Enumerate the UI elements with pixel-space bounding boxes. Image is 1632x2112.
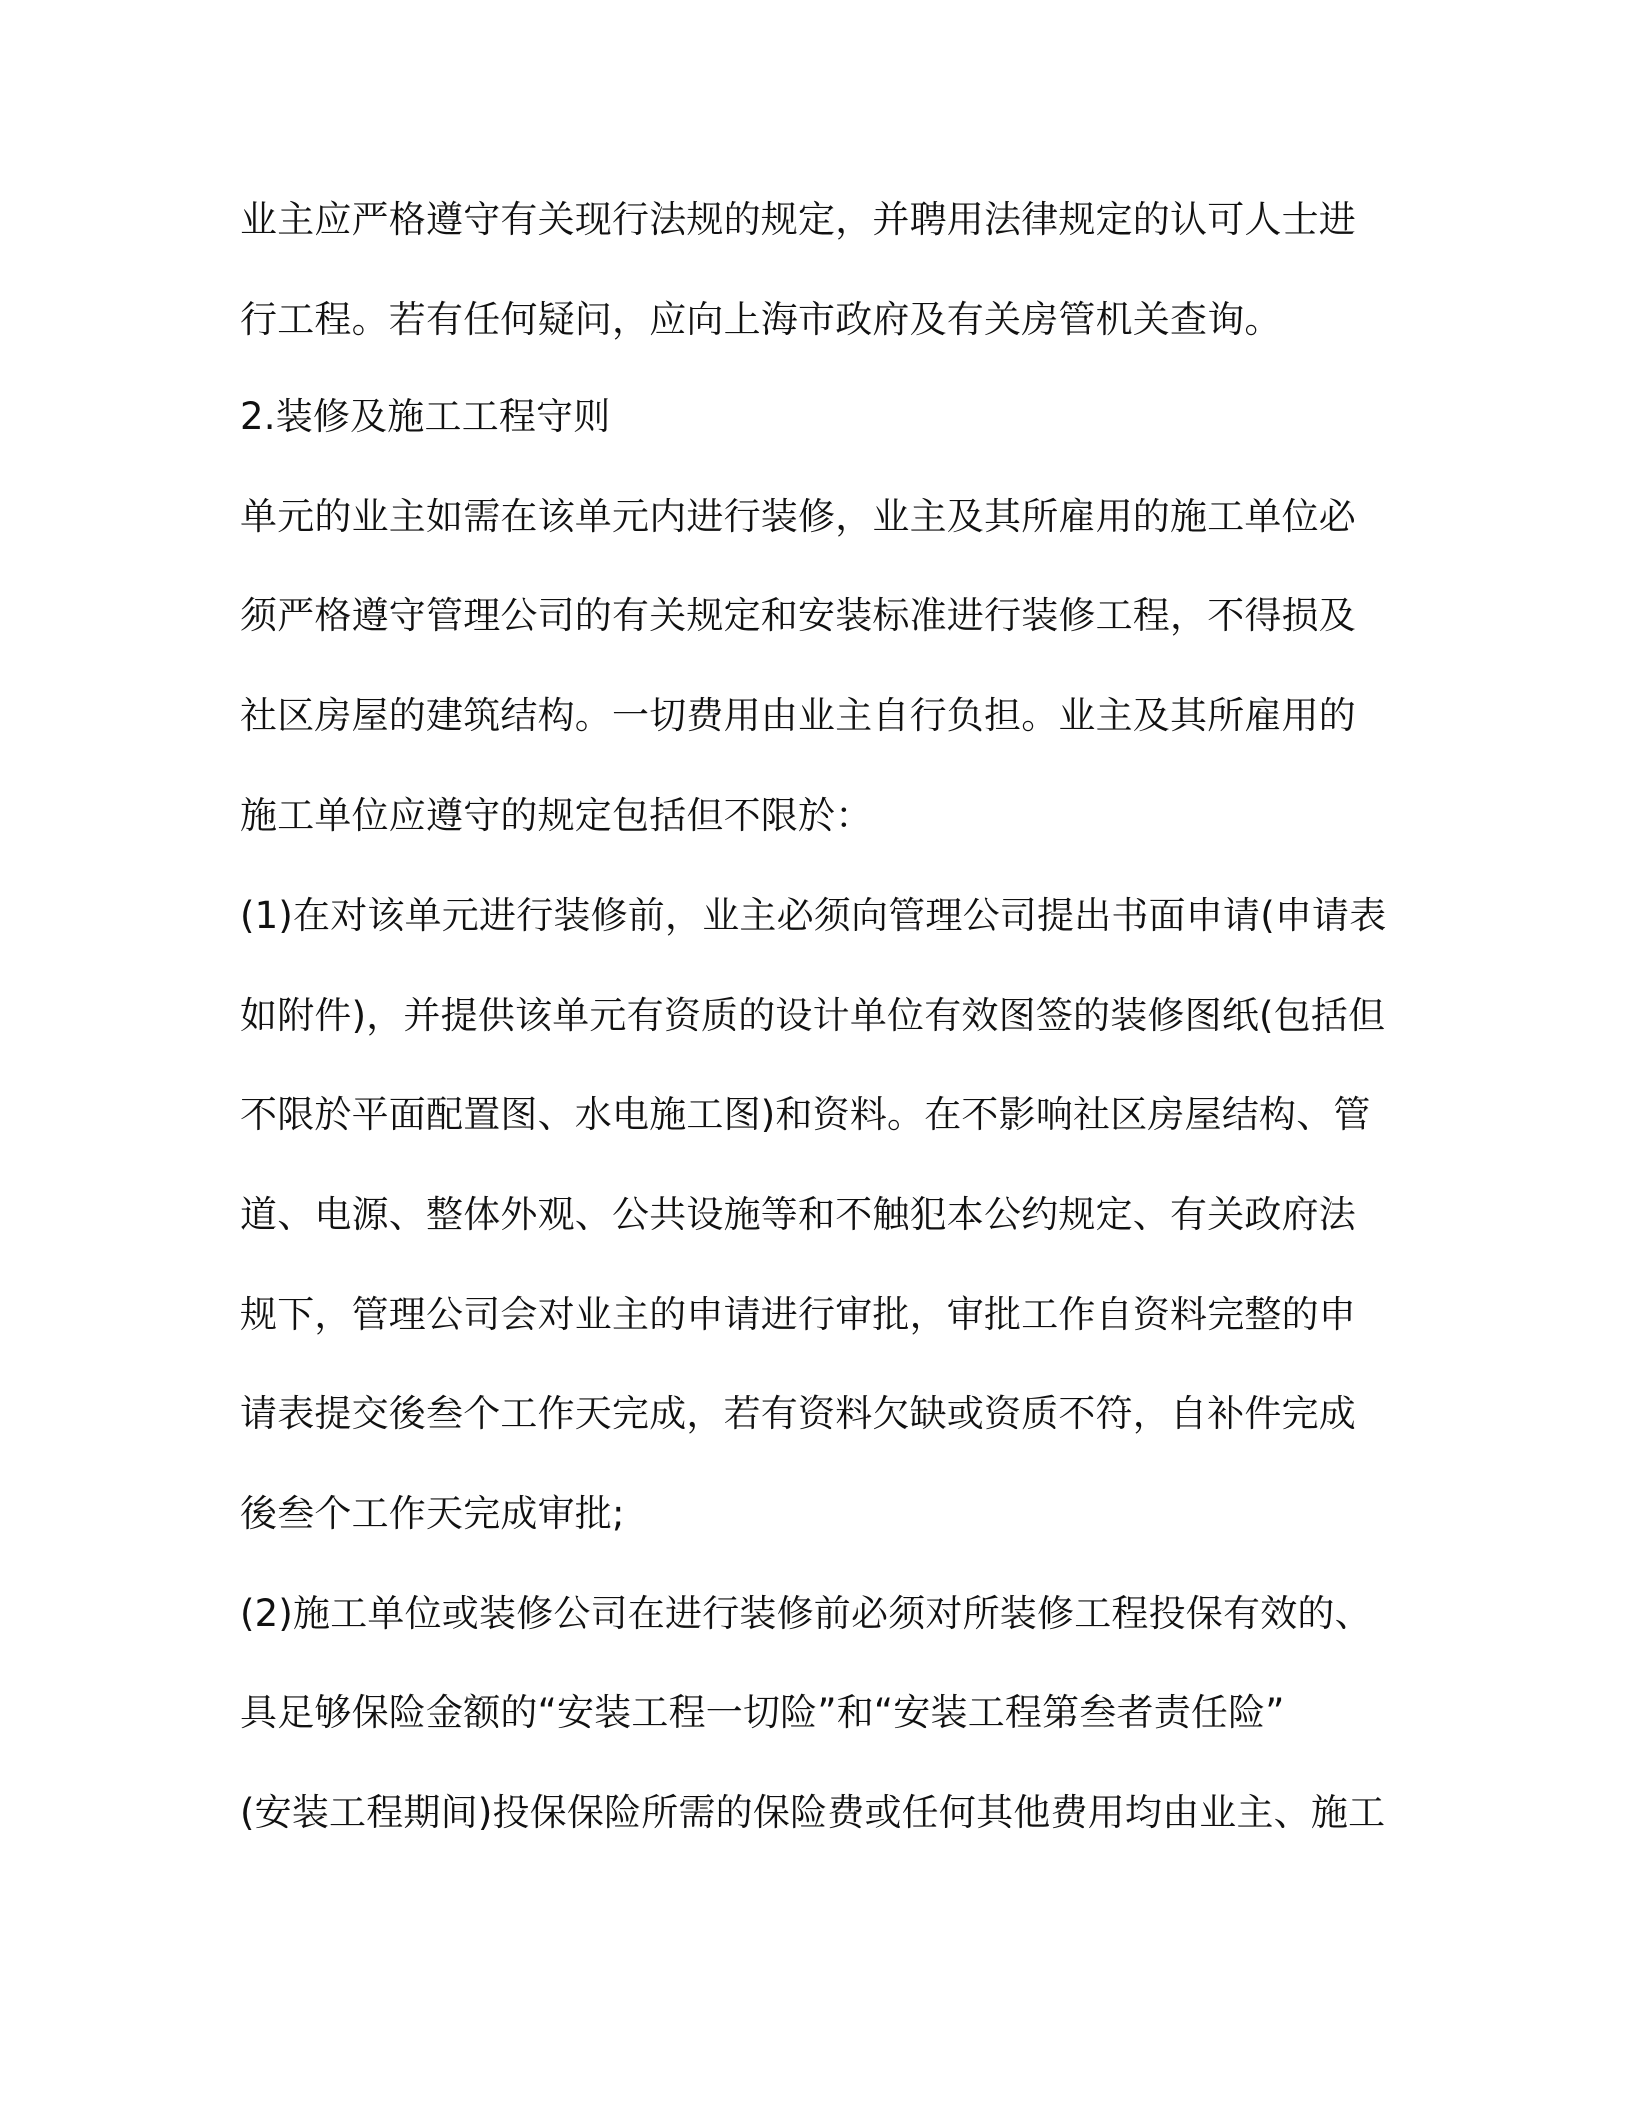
text-line: 须严格遵守管理公司的有关规定和安装标准进行装修工程，不得损及 [240, 594, 1356, 637]
text-line: 後叁个工作天完成审批; [240, 1492, 625, 1535]
text-line: (安装工程期间)投保保险所需的保险费或任何其他费用均由业主、施工 [240, 1791, 1386, 1834]
text-line: 施工单位应遵守的规定包括但不限於： [240, 794, 873, 837]
text-line: 请表提交後叁个工作天完成，若有资料欠缺或资质不符，自补件完成 [240, 1392, 1356, 1435]
text-line: 社区房屋的建筑结构。一切费用由业主自行负担。业主及其所雇用的 [240, 694, 1356, 737]
list-item-line: (2)施工单位或装修公司在进行装修前必须对所装修工程投保有效的、 [240, 1592, 1372, 1635]
text-line: 规下，管理公司会对业主的申请进行审批，审批工作自资料完整的申 [240, 1293, 1356, 1336]
text-line: 单元的业主如需在该单元内进行装修，业主及其所雇用的施工单位必 [240, 495, 1356, 538]
text-line: 业主应严格遵守有关现行法规的规定，并聘用法律规定的认可人士进 [240, 198, 1356, 241]
text-line: 道、电源、整体外观、公共设施等和不触犯本公约规定、有关政府法 [240, 1193, 1356, 1236]
section-heading: 2.装修及施工工程守则 [240, 395, 611, 438]
text-line: 不限於平面配置图、水电施工图)和资料。在不影响社区房屋结构、管 [240, 1093, 1371, 1136]
text-line: 具足够保险金额的“安装工程一切险”和“安装工程第叁者责任险” [240, 1691, 1285, 1734]
text-line: 如附件)，并提供该单元有资质的设计单位有效图签的装修图纸(包括但 [240, 994, 1386, 1037]
text-line: 行工程。若有任何疑问，应向上海市政府及有关房管机关查询。 [240, 298, 1282, 341]
list-item-line: (1)在对该单元进行装修前，业主必须向管理公司提出书面申请(申请表 [240, 894, 1387, 937]
